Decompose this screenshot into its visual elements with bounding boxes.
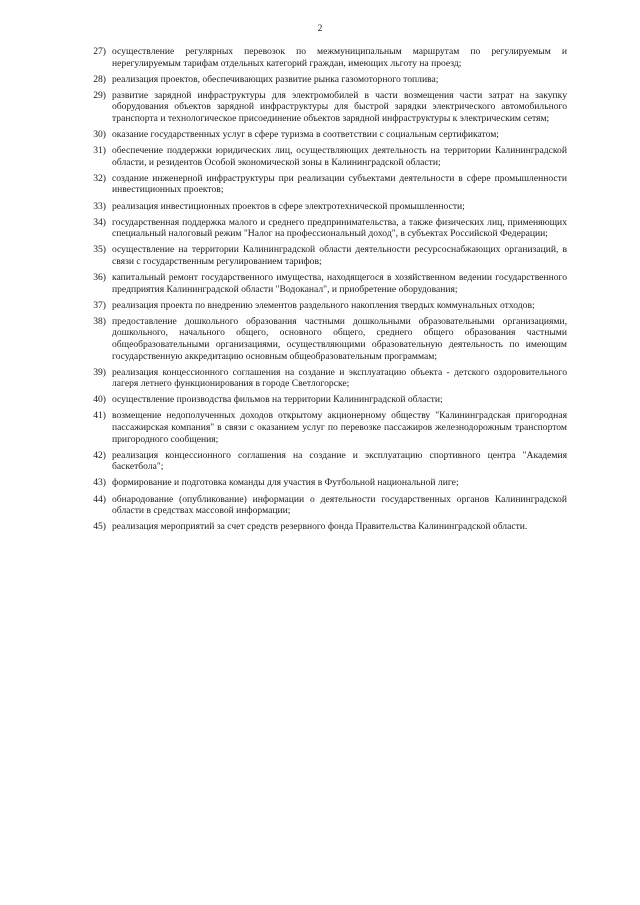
list-item-text: предоставление дошкольного образования частными дошкольными образовательными организациями, дошкольного, начального общего, основного общего, среднего общего образования частными общеобразовательными организациями, осуществляющими образовательную деятельность по имеющим государственную аккредитацию основным общеобразовательным программам; [112, 315, 567, 362]
list-item-number: 35) [93, 244, 106, 256]
list-item-text: реализация концессионного соглашения на создание и эксплуатацию спортивного центра "Академия баскетбола"; [112, 449, 567, 473]
list-item-number: 36) [93, 272, 106, 283]
list-item-text: оказание государственных услуг в сфере туризма в соответствии с социальным сертификатом; [112, 129, 499, 141]
list-item-text: реализация проекта по внедрению элементов раздельного накопления твердых коммунальных отходов; [112, 299, 535, 311]
list-item-number: 41) [93, 410, 106, 422]
list-item-number: 43) [93, 477, 106, 489]
list-item [0, 46, 640, 69]
list-item-text: реализация мероприятий за счет средств резервного фонда Правительства Калининградской области. [112, 521, 528, 533]
list-item [0, 244, 640, 267]
list-item-text: создание инженерной инфраструктуры при реализации субъектами деятельности в сфере промышленности инвестиционных проектов; [112, 172, 567, 196]
list-item-number: 33) [93, 200, 106, 212]
list-item [0, 450, 640, 473]
list-item [0, 173, 640, 196]
list-item-number: 30) [93, 129, 106, 141]
list-item [0, 129, 640, 141]
list-item-text: развитие зарядной инфраструктуры для электромобилей в части возмещения части затрат на закупку оборудования объектов зарядной инфраструктуры для быстрой зарядки электрического автомобильного транспорта и технологическое присоединение объектов зарядной инфраструктуры к электрическим сетям; [112, 89, 567, 124]
list-item [0, 145, 640, 168]
list-item-number: 42) [93, 449, 106, 461]
list-item-number: 28) [93, 73, 106, 85]
list-item-number: 40) [93, 394, 106, 406]
list-item [0, 316, 640, 362]
list-item [0, 477, 640, 489]
list-item-text: реализация концессионного соглашения на создание и эксплуатацию объекта - детского оздоровительного лагеря летнего функционирования в городе Светлогорске; [112, 366, 567, 390]
list-item-number: 32) [93, 172, 106, 184]
list-item-text: формирование и подготовка команды для участия в Футбольной национальной лиге; [112, 477, 459, 489]
list-item [0, 521, 640, 533]
list-item [0, 201, 640, 213]
list-item [0, 300, 640, 312]
list-item-text: обнародование (опубликование) информации о деятельности государственных органов Калининградской области в средствах массовой информации; [112, 493, 567, 517]
list-item-number: 37) [93, 299, 106, 311]
list-item-text: обеспечение поддержки юридических лиц, осуществляющих деятельность на территории Калининградской области, и резидентов Особой экономической зоны в Калининградской области; [112, 145, 567, 168]
list-item-number: 44) [93, 493, 106, 505]
list-item-text: осуществление регулярных перевозок по межмуниципальным маршрутам по регулируемым и нерегулируемым тарифам отдельных категорий граждан, имеющих льготу на проезд; [112, 46, 567, 69]
list-item-text: осуществление на территории Калининградской области деятельности ресурсоснабжающих организаций, в связи с государственным регулированием тарифов; [112, 244, 567, 267]
list-item-text: капитальный ремонт государственного имущества, находящегося в хозяйственном ведении государственного предприятия Калининградской области "Водоканал", и приобретение оборудования; [112, 272, 567, 295]
page-number: 2 [317, 24, 323, 34]
list-item-number: 38) [93, 315, 106, 327]
list-item-text: возмещение недополученных доходов открытому акционерному обществу "Калининградская пригородная пассажирская компания" в связи с оказанием услуг по перевозке пассажиров железнодорожным транспортом пригородного сообщения; [112, 410, 567, 445]
list-item-number: 45) [93, 521, 106, 533]
list-item [0, 494, 640, 517]
list-item-text: осуществление производства фильмов на территории Калининградской области; [112, 394, 443, 406]
list-item-text: государственная поддержка малого и среднего предпринимательства, а также физических лиц, применяющих специальный налоговый режим "Налог на профессиональный доход", в субъектах Российской Федерации; [112, 216, 567, 240]
list-item [0, 90, 640, 125]
list-item-number: 29) [93, 89, 106, 101]
list-item [0, 367, 640, 390]
list-item [0, 410, 640, 445]
list-item-number: 39) [93, 366, 106, 378]
list-item [0, 394, 640, 406]
numbered-list [0, 46, 640, 537]
list-item-number: 34) [93, 216, 106, 228]
list-item [0, 74, 640, 86]
list-item [0, 272, 640, 295]
list-item-number: 31) [93, 145, 106, 157]
list-item-text: реализация инвестиционных проектов в сфере электротехнической промышленности; [112, 200, 465, 212]
list-item [0, 217, 640, 240]
list-item-number: 27) [93, 46, 106, 57]
list-item-text: реализация проектов, обеспечивающих развитие рынка газомоторного топлива; [112, 73, 439, 85]
